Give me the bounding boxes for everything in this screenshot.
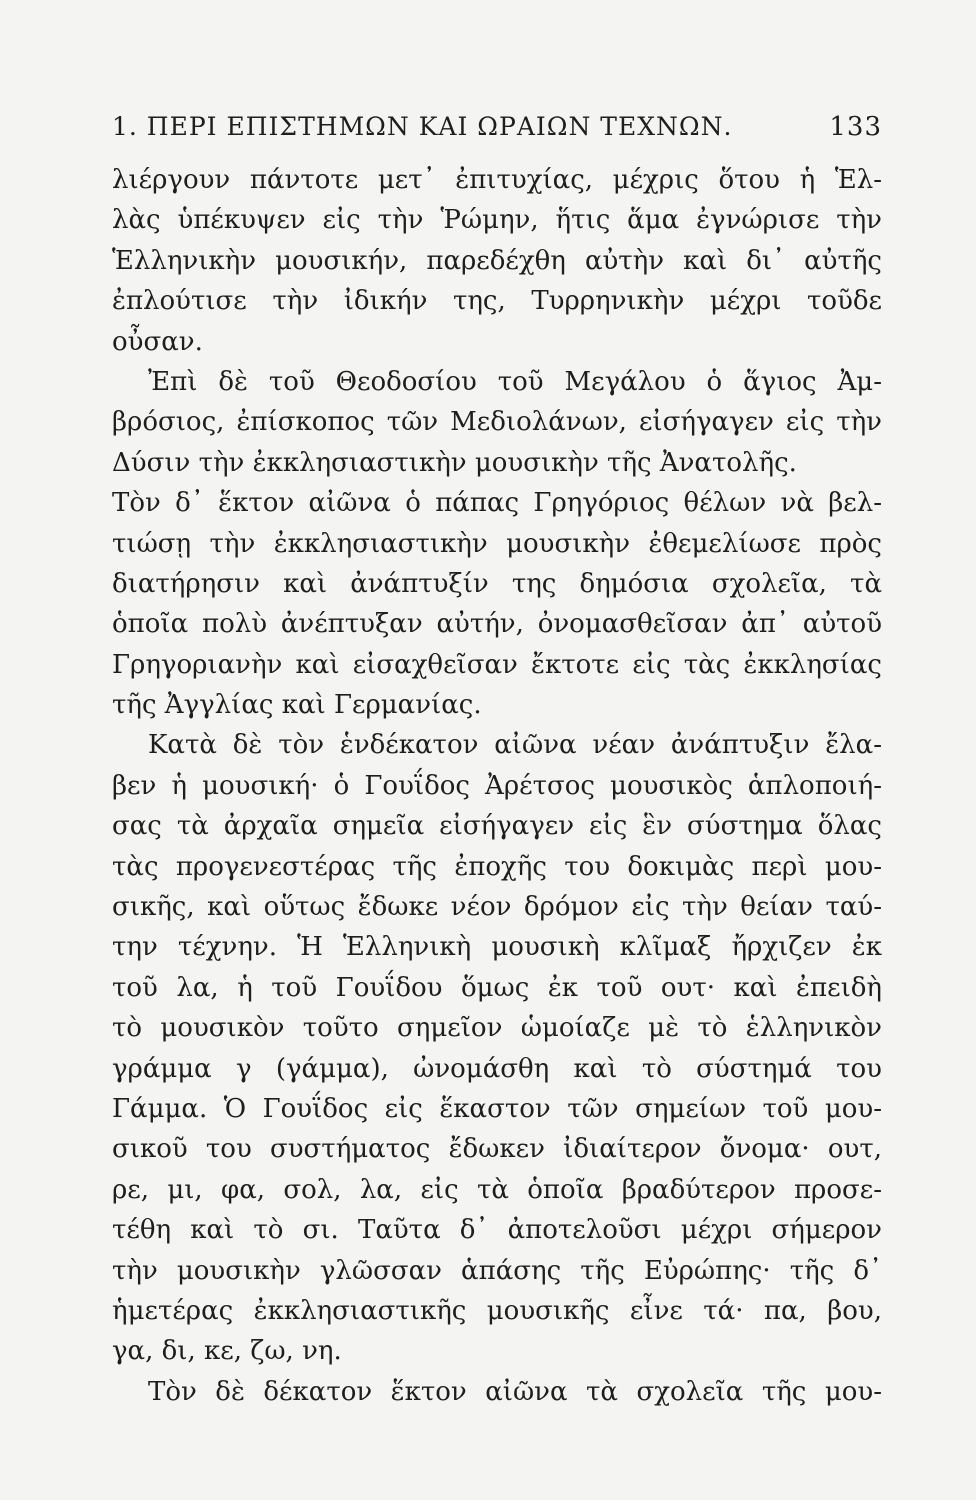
text-line: τὸ μουσικὸν τοῦτο σημεῖον ὡμοίαζε μὲ τὸ ἑλληνικὸν <box>112 1013 882 1044</box>
text-line: Τὸν δὲ δέκατον ἕκτον αἰῶνα τὰ σχολεῖα τῆς μου- <box>148 1376 882 1407</box>
body-text <box>112 160 882 1412</box>
text-line: ρε, μι, φα, σολ, λα, εἰς τὰ ὁποῖα βραδύτερον προσε- <box>112 1174 882 1205</box>
text-line: Ἐπὶ δὲ τοῦ Θεοδοσίου τοῦ Μεγάλου ὁ ἅγιος Ἀμ- <box>148 366 882 397</box>
text-line: την τέχνην. Ἡ Ἑλληνικὴ μουσικὴ κλῖμαξ ἤρχιζεν ἐκ <box>112 932 882 963</box>
text-line: τῆς Ἀγγλίας καὶ Γερμανίας. <box>112 690 482 721</box>
text-line: Δύσιν τὴν ἐκκλησιαστικὴν μουσικὴν τῆς Ἀνατολῆς. <box>112 447 797 478</box>
text-line: σας τὰ ἀρχαῖα σημεῖα εἰσήγαγεν εἰς ἓν σύστημα ὅλας <box>112 811 882 842</box>
text-line: ἐπλούτισε τὴν ἰδικήν της, Τυρρηνικὴν μέχρι τοῦδε <box>112 286 882 317</box>
text-line: Γρηγοριανὴν καὶ εἰσαχθεῖσαν ἔκτοτε εἰς τὰς ἐκκλησίας <box>112 649 882 680</box>
text-line: βεν ἡ μουσική· ὁ Γουΐδος Ἀρέτσος μουσικὸς ἁπλοποιή- <box>112 770 882 801</box>
text-line: Γάμμα. Ὁ Γουΐδος εἰς ἕκαστον τῶν σημείων τοῦ μου- <box>112 1093 882 1124</box>
chapter-title: 1. ΠΕΡΙ ΕΠΙΣΤΗΜΩΝ ΚΑΙ ΩΡΑΙΩΝ ΤΕΧΝΩΝ. <box>112 112 733 141</box>
text-line: οὖσαν. <box>112 326 203 357</box>
page-number: 133 <box>829 112 882 142</box>
text-line: λὰς ὑπέκυψεν εἰς τὴν Ῥώμην, ἥτις ἅμα ἐγνώρισε τὴν <box>112 205 882 236</box>
text-line: λιέργουν πάντοτε μετ᾽ ἐπιτυχίας, μέχρις ὅτου ἡ Ἑλ- <box>112 165 882 195</box>
text-line: ὁποῖα πολὺ ἀνέπτυξαν αὐτήν, ὀνομασθεῖσαν ἀπ᾽ αὐτοῦ <box>112 609 882 640</box>
text-line: Ἑλληνικὴν μουσικήν, παρεδέχθη αὐτὴν καὶ δι᾽ αὐτῆς <box>112 245 882 276</box>
text-line: τοῦ λα, ἡ τοῦ Γουΐδου ὅμως ἐκ τοῦ ουτ· καὶ ἐπειδὴ <box>112 972 882 1003</box>
text-line: σικοῦ του συστήματος ἔδωκεν ἰδιαίτερον ὄνομα· ουτ, <box>112 1134 882 1165</box>
text-line: Τὸν δ᾽ ἕκτον αἰῶνα ὁ πάπας Γρηγόριος θέλων νὰ βελ- <box>112 488 882 519</box>
text-line: σικῆς, καὶ οὕτως ἔδωκε νέον δρόμον εἰς τὴν θείαν ταύ- <box>112 892 882 923</box>
text-line: Κατὰ δὲ τὸν ἑνδέκατον αἰῶνα νέαν ἀνάπτυξιν ἔλα- <box>148 730 882 761</box>
text-line: διατήρησιν καὶ ἀνάπτυξίν της δημόσια σχολεῖα, τὰ <box>112 568 882 599</box>
text-line: βρόσιος, ἐπίσκοπος τῶν Μεδιολάνων, εἰσήγαγεν εἰς τὴν <box>112 407 882 438</box>
text-line: γα, δι, κε, ζω, νη. <box>112 1336 342 1367</box>
text-line: τὰς προγενεστέρας τῆς ἐποχῆς του δοκιμὰς περὶ μου- <box>112 851 882 882</box>
text-line: τὴν μουσικὴν γλῶσσαν ἁπάσης τῆς Εὐρώπης· τῆς δ᾽ <box>112 1255 882 1286</box>
running-header <box>112 112 882 152</box>
text-line: τιώσῃ τὴν ἐκκλησιαστικὴν μουσικὴν ἐθεμελίωσε πρὸς <box>112 528 882 559</box>
text-line: τέθη καὶ τὸ σι. Ταῦτα δ᾽ ἀποτελοῦσι μέχρι σήμερον <box>112 1215 882 1246</box>
text-line: ἡμετέρας ἐκκλησιαστικῆς μουσικῆς εἶνε τά· πα, βου, <box>112 1295 882 1326</box>
text-line: γράμμα γ (γάμμα), ὠνομάσθη καὶ τὸ σύστημά του <box>112 1053 882 1084</box>
